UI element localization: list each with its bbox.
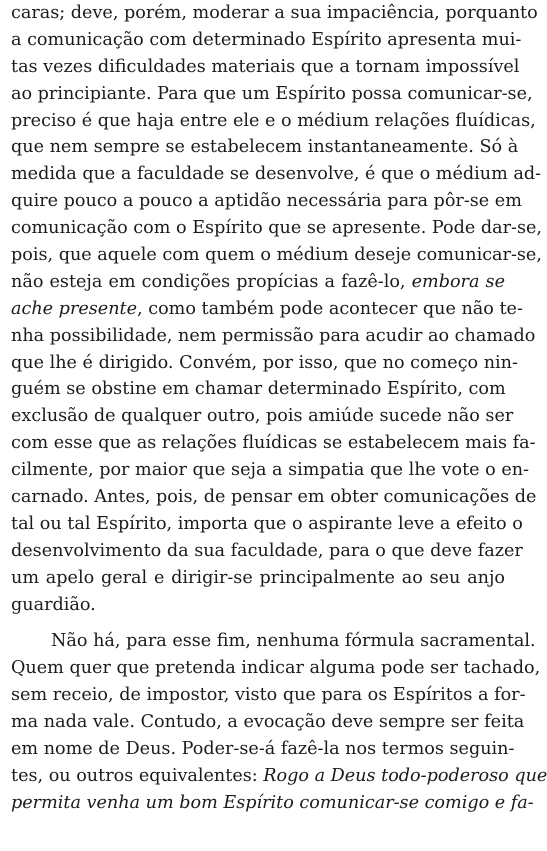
- text-line: [11, 269, 505, 296]
- text-line: [11, 457, 530, 484]
- text-run: preciso é que haja entre ele e o médium relações fluídicas,: [11, 110, 536, 131]
- text-run: cilmente, por maior que seja a simpatia que lhe vote o en-: [11, 460, 530, 481]
- paragraph-2: [11, 628, 547, 816]
- text-run: que nem sempre se estabelecem instantaneamente. Só à: [11, 137, 519, 158]
- text-line: [11, 54, 520, 81]
- text-line: [11, 215, 543, 242]
- text-line: [11, 511, 523, 538]
- paragraph-1: [11, 0, 543, 618]
- text-line: [11, 682, 526, 709]
- book-page: [11, 0, 547, 817]
- text-line: [11, 81, 533, 108]
- text-run: com esse que as relações fluídicas se estabelecem mais fa-: [11, 433, 536, 454]
- italic-text: embora se: [411, 271, 505, 292]
- text-run: tas vezes dificuldades materiais que a tornam impossível: [11, 56, 520, 77]
- text-run: desenvolvimento da sua faculdade, para o que deve fazer: [11, 540, 523, 561]
- text-line: [11, 538, 523, 565]
- text-run: quire pouco a pouco a aptidão necessária para pôr-se em: [11, 191, 522, 212]
- text-line: [11, 188, 522, 215]
- text-line: [11, 27, 522, 54]
- text-line: [11, 323, 536, 350]
- text-run: caras; deve, porém, moderar a sua impaciência, porquanto: [11, 3, 538, 23]
- text-run: ao principiante. Para que um Espírito possa comunicar-se,: [11, 83, 533, 104]
- text-line: [11, 736, 515, 763]
- text-run: tes, ou outros equivalentes:: [11, 765, 264, 786]
- text-line: [11, 655, 541, 682]
- text-line: [11, 430, 536, 457]
- paragraph-gap: [11, 618, 505, 628]
- text-run: pois, que aquele com quem o médium deseje comunicar-se,: [11, 245, 542, 266]
- text-run: não esteja em condições propícias a fazê-lo,: [11, 271, 412, 292]
- text-run: carnado. Antes, pois, de pensar em obter comunicações de: [11, 487, 537, 508]
- text-line: [11, 296, 523, 323]
- italic-text: Rogo a Deus todo-poderoso que: [263, 765, 547, 786]
- text-run: medida que a faculdade se desenvolve, é que o médium ad-: [11, 164, 542, 185]
- text-line: [11, 161, 542, 188]
- text-line: [11, 108, 536, 135]
- text-line: [11, 709, 525, 736]
- text-line: [11, 134, 519, 161]
- text-line: [11, 376, 505, 403]
- text-line: [11, 242, 542, 269]
- text-line: [11, 403, 514, 430]
- text-run: a comunicação com determinado Espírito apresenta mui-: [11, 29, 522, 50]
- text-line: [11, 592, 505, 619]
- text-run: Não há, para esse fim, nenhuma fórmula sacramental.: [51, 631, 536, 652]
- text-run: guardião.: [11, 594, 96, 615]
- text-run: em nome de Deus. Poder-se-á fazê-la nos termos seguin-: [11, 739, 515, 760]
- text-run: um apelo geral e dirigir-se principalmente ao seu anjo: [11, 567, 505, 588]
- italic-text: ache presente: [11, 298, 138, 319]
- text-line: [11, 790, 534, 817]
- text-run: guém se obstine em chamar determinado Espírito, com: [11, 379, 506, 400]
- text-run: exclusão de qualquer outro, pois amiúde sucede não ser: [11, 406, 514, 427]
- text-line: [11, 628, 536, 655]
- text-run: que lhe é dirigido. Convém, por isso, que no começo nin-: [11, 352, 518, 373]
- text-run: tal ou tal Espírito, importa que o aspirante leve a efeito o: [11, 513, 523, 534]
- text-line: [11, 565, 505, 592]
- text-run: , como também pode acontecer que não te-: [137, 298, 523, 319]
- text-run: Quem quer que pretenda indicar alguma pode ser tachado,: [11, 658, 541, 679]
- text-run: comunicação com o Espírito que se apresente. Pode dar-se,: [11, 218, 543, 239]
- text-line: [11, 0, 538, 27]
- italic-text: permita venha um bom Espírito comunicar-se comigo e fa-: [11, 792, 534, 813]
- text-run: sem receio, de impostor, visto que para os Espíritos a for-: [11, 685, 526, 706]
- text-run: nha possibilidade, nem permissão para acudir ao chamado: [11, 325, 536, 346]
- text-line: [11, 350, 518, 377]
- text-line: [11, 763, 547, 790]
- text-run: ma nada vale. Contudo, a evocação deve sempre ser feita: [11, 712, 525, 733]
- text-line: [11, 484, 537, 511]
